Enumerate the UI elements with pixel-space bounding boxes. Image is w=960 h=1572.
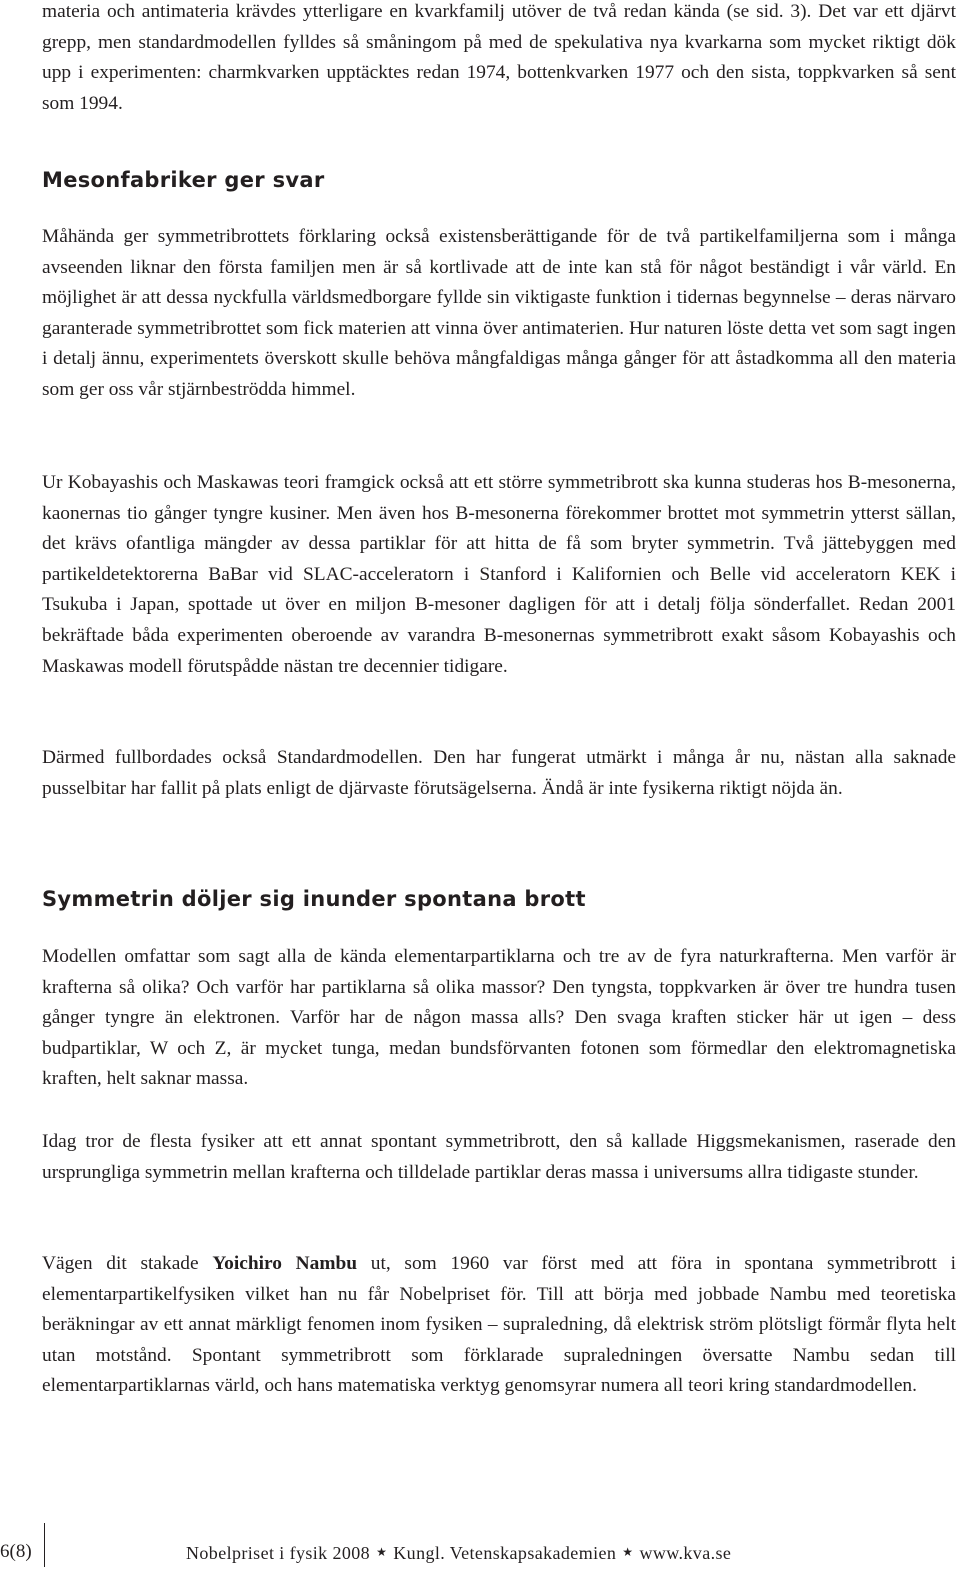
paragraph-symmetribrott-forklaring: Måhända ger symmetribrottets förklaring också existensberättigande för de två partikelfamiljerna som i många avseenden liknar den första familjen men är så kortlivade att de inte kan stå för något beständigt i vår värld. En möjlighet är att dessa nyckfulla världsmedborgare fyllde sin viktigaste funktion i tidernas begynnelse – deras närvaro garanterade symmetribrottet som fick materien att vinna över antimaterien. Hur naturen löste detta vet som sagt ingen i detalj ännu, experimentets överskott skulle behöva mångfaldigas många gånger för att åstadkomma all den materia som ger oss vår stjärnbeströdda himmel. bbox=[42, 226, 956, 400]
nambu-text-before: Vägen dit stakade bbox=[42, 1253, 213, 1274]
paragraph-nambu bbox=[42, 1249, 956, 1402]
paragraph-standardmodellen: Därmed fullbordades också Standardmodellen. Den har fungerat utmärkt i många år nu, nästan alla saknade pusselbitar har fallit på plats enligt de djärvaste förutsägelserna. Ändå är inte fysikerna riktigt nöjda än. bbox=[42, 747, 956, 799]
paragraph-modellen-omfattar: Modellen omfattar som sagt alla de kända elementarpartiklarna och tre av de fyra naturkrafterna. Men varför är krafterna så olika? Och varför har partiklarna så olika massor? Den tyngsta, toppkvarken är över tre hundra tusen gånger tyngre än elektronen. Varför har de någon massa alls? Den svaga kraften sticker här ut igen – dess budpartiklar, W och Z, är mycket tunga, medan bundsförvanten fotonen som förmedlar den elektromagnetiska kraften, helt saknar massa. bbox=[42, 946, 956, 1090]
footer-prize: Nobelpriset i fysik 2008 bbox=[186, 1543, 371, 1563]
section-heading-mesonfabriker: Mesonfabriker ger svar bbox=[42, 168, 325, 192]
nambu-text-after: ut, som 1960 var först med att föra in spontana symmetribrott i elementarpartikelfysiken vilket han nu får Nobelpriset för. Till att börja med jobbade Nambu med teoretiska beräkningar av ett annat märkligt fenomen inom fysiken – supraledning, då elektrisk ström plötsligt förmår flyta helt utan motstånd. Spontant symmetribrott som förklarade supraledningen översatte Nambu sedan till elementarpartiklarnas värld, och hans matematiska verktyg genomsyrar numera all teori kring standardmodellen. bbox=[42, 1253, 956, 1397]
section-heading-symmetrin: Symmetrin döljer sig inunder spontana brott bbox=[42, 887, 586, 911]
star-icon: ★ bbox=[622, 1545, 634, 1559]
footer-divider bbox=[44, 1523, 45, 1567]
nambu-name: Yoichiro Nambu bbox=[212, 1253, 358, 1274]
footer-academy: Kungl. Vetenskapsakademien bbox=[393, 1543, 617, 1563]
page-number: 6(8) bbox=[0, 1541, 32, 1562]
star-icon: ★ bbox=[376, 1545, 388, 1559]
footer-credit bbox=[186, 1543, 731, 1564]
footer-website: www.kva.se bbox=[639, 1543, 732, 1563]
paragraph-higgsmekanismen: Idag tror de flesta fysiker att ett annat spontant symmetribrott, den så kallade Higgsmekanismen, raserade den ursprungliga symmetrin mellan krafterna och tilldelade partiklar deras massa i universums allra tidigaste stunder. bbox=[42, 1131, 956, 1183]
paragraph-kobayashi-maskawa: Ur Kobayashis och Maskawas teori framgick också att ett större symmetribrott ska kunna studeras hos B-mesonerna, kaonernas tio gånger tyngre kusiner. Men även hos B-mesonerna förekommer brottet mot symmetrin ytterst sällan, det krävs ofantliga mängder av dessa partiklar för att hitta de få som bryter symmetrin. Två jättebyggen med partikeldetektorerna BaBar vid SLAC-acceleratorn i Stanford i Kalifornien och Belle vid acceleratorn KEK i Tsukuba i Japan, spottade ut över en miljon B-mesoner dagligen för att i detalj följa sönderfallet. Redan 2001 bekräftade båda experimenten oberoende av varandra B-mesonernas symmetribrott exakt såsom Kobayashis och Maskawas modell förutspådde nästan tre decennier tidigare. bbox=[42, 472, 956, 677]
intro-paragraph: materia och antimateria krävdes ytterligare en kvarkfamilj utöver de två redan kända (se sid. 3). Det var ett djärvt grepp, men standardmodellen fylldes så småningom på med de spekulativa nya kvarkarna som mycket riktigt dök upp i experimenten: charmkvarken upptäcktes redan 1974, bottenkvarken 1977 och den sista, toppkvarken så sent som 1994. bbox=[42, 1, 956, 114]
